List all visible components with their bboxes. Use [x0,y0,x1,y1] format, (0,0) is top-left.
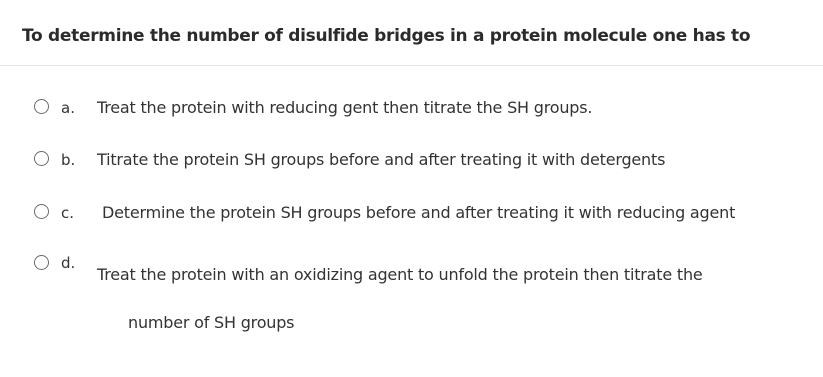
option-d-text-line2: number of SH groups [128,313,295,332]
option-a-text: Treat the protein with reducing gent then titrate the SH groups. [97,98,593,117]
option-d-text-line1: Treat the protein with an oxidizing agent to unfold the protein then titrate the [97,265,703,284]
option-a-letter: a. [61,99,75,117]
option-c-letter: c. [61,204,75,222]
option-c-text: Determine the protein SH groups before and after treating it with reducing agent [102,203,736,222]
option-c[interactable] [0,197,823,227]
divider [0,65,823,66]
option-b-text: Titrate the protein SH groups before and after treating it with detergents [97,150,666,169]
option-b[interactable] [0,144,823,174]
question-text: To determine the number of disulfide bridges in a protein molecule one has to [22,26,751,46]
radio-button-a[interactable] [34,99,49,114]
option-d-letter: d. [61,254,76,272]
radio-button-c[interactable] [34,204,49,219]
radio-button-b[interactable] [34,151,49,166]
option-d[interactable] [0,247,823,337]
radio-button-d[interactable] [34,255,49,270]
option-a[interactable] [0,92,823,122]
option-b-letter: b. [61,151,76,169]
